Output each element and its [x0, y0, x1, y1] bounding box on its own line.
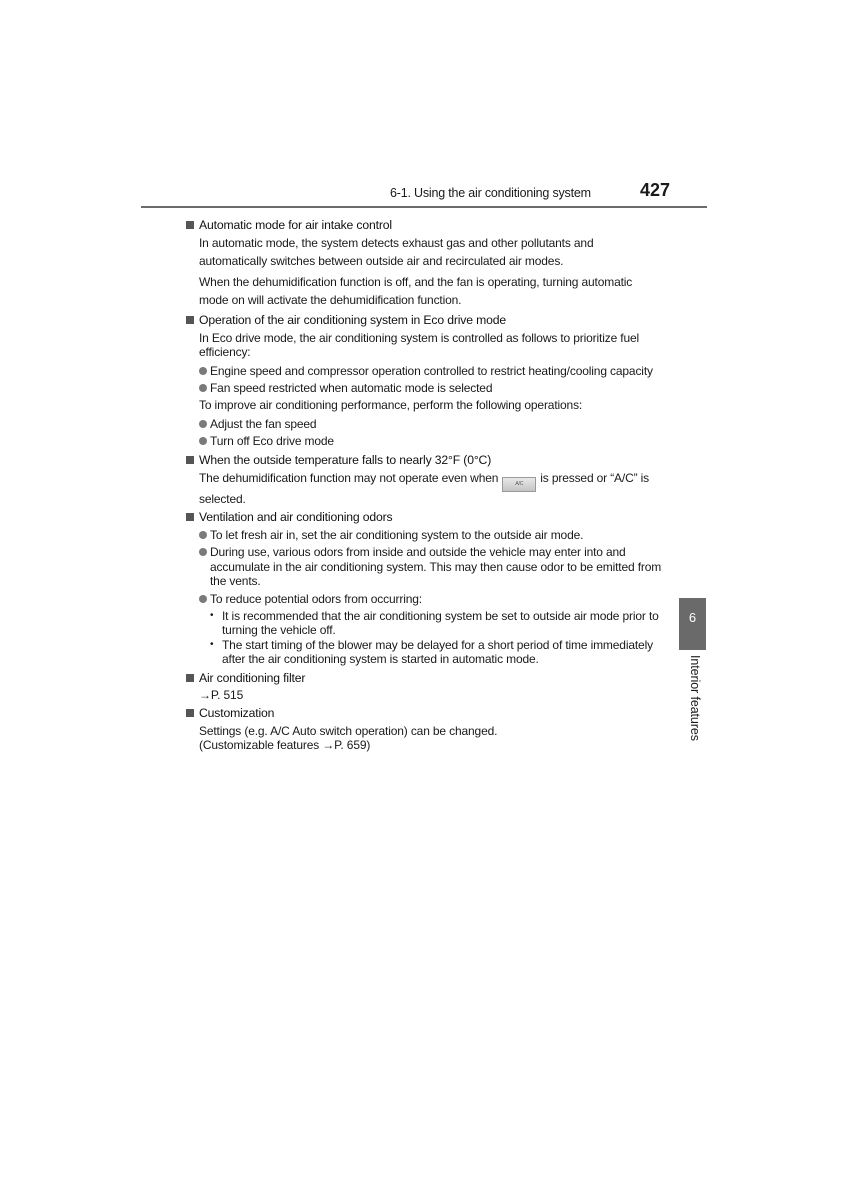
list-item: Adjust the fan speed	[199, 417, 664, 431]
paragraph: To improve air conditioning performance, perform the following operations:	[199, 398, 583, 413]
list-item: Engine speed and compressor operation controlled to restrict heating/cooling capacity	[199, 364, 664, 378]
square-bullet-icon	[186, 709, 194, 717]
chapter-label: Interior features	[688, 655, 702, 741]
square-bullet-icon	[186, 316, 194, 324]
section-ventilation	[186, 510, 664, 666]
section-eco-drive	[186, 313, 664, 448]
chapter-tab[interactable]: 6	[679, 598, 706, 650]
page-reference-link[interactable]: →P. 515	[199, 687, 244, 702]
section-heading: Operation of the air conditioning system in Eco drive mode	[186, 313, 664, 327]
list-item: Turn off Eco drive mode	[199, 434, 664, 448]
paragraph: In automatic mode, the system detects exhaust gas and other pollutants and automatically switches between outside air and recirculated air modes.	[199, 236, 594, 268]
circle-bullet-icon	[199, 531, 207, 539]
circle-bullet-icon	[199, 595, 207, 603]
sub-list-item: • The start timing of the blower may be delayed for a short period of time immediately after the air conditioning system is started in automatic mode.	[210, 637, 653, 667]
list-item: Fan speed restricted when automatic mode is selected	[199, 381, 664, 395]
circle-bullet-icon	[199, 420, 207, 428]
square-bullet-icon	[186, 513, 194, 521]
page-reference-link[interactable]: (Customizable features →P. 659)	[199, 738, 371, 753]
sub-list-item: • It is recommended that the air conditioning system be set to outside air mode prior to turning the vehicle off.	[210, 608, 659, 638]
section-heading: Air conditioning filter	[186, 671, 664, 685]
paragraph: In Eco drive mode, the air conditioning system is controlled as follows to prioritize fuel efficiency:	[199, 330, 640, 360]
ac-button-icon: A/C	[502, 477, 536, 492]
header-rule	[141, 206, 707, 208]
section-outside-temp	[186, 453, 664, 507]
section-filter	[186, 671, 664, 703]
circle-bullet-icon	[199, 367, 207, 375]
circle-bullet-icon	[199, 437, 207, 445]
square-bullet-icon	[186, 674, 194, 682]
paragraph: The dehumidification function may not operate even when A/C is pressed or “A/C” is selected.	[199, 471, 650, 507]
section-auto-intake	[186, 218, 664, 309]
section-customization	[186, 706, 664, 752]
list-item: During use, various odors from inside and outside the vehicle may enter into and accumulate in the air conditioning system. This may then cause odor to be emitted from the vents.	[199, 545, 664, 588]
page-content	[186, 214, 664, 753]
list-item: To reduce potential odors from occurring:	[199, 592, 664, 606]
circle-bullet-icon	[199, 384, 207, 392]
dot-marker-icon: •	[210, 609, 214, 621]
section-heading: Ventilation and air conditioning odors	[186, 510, 664, 524]
list-item: To let fresh air in, set the air conditioning system to the outside air mode.	[199, 528, 664, 542]
square-bullet-icon	[186, 456, 194, 464]
page-number: 427	[640, 180, 671, 200]
section-heading: Automatic mode for air intake control	[186, 218, 664, 232]
section-heading: Customization	[186, 706, 664, 720]
paragraph: When the dehumidification function is off, and the fan is operating, turning automatic mode on will activate the dehumidification function.	[199, 275, 633, 307]
paragraph: Settings (e.g. A/C Auto switch operation) can be changed.	[199, 723, 498, 738]
circle-bullet-icon	[199, 548, 207, 556]
header-section-title: 6-1. Using the air conditioning system	[390, 186, 591, 200]
square-bullet-icon	[186, 221, 194, 229]
section-heading: When the outside temperature falls to nearly 32°F (0°C)	[186, 453, 664, 467]
dot-marker-icon: •	[210, 638, 214, 650]
